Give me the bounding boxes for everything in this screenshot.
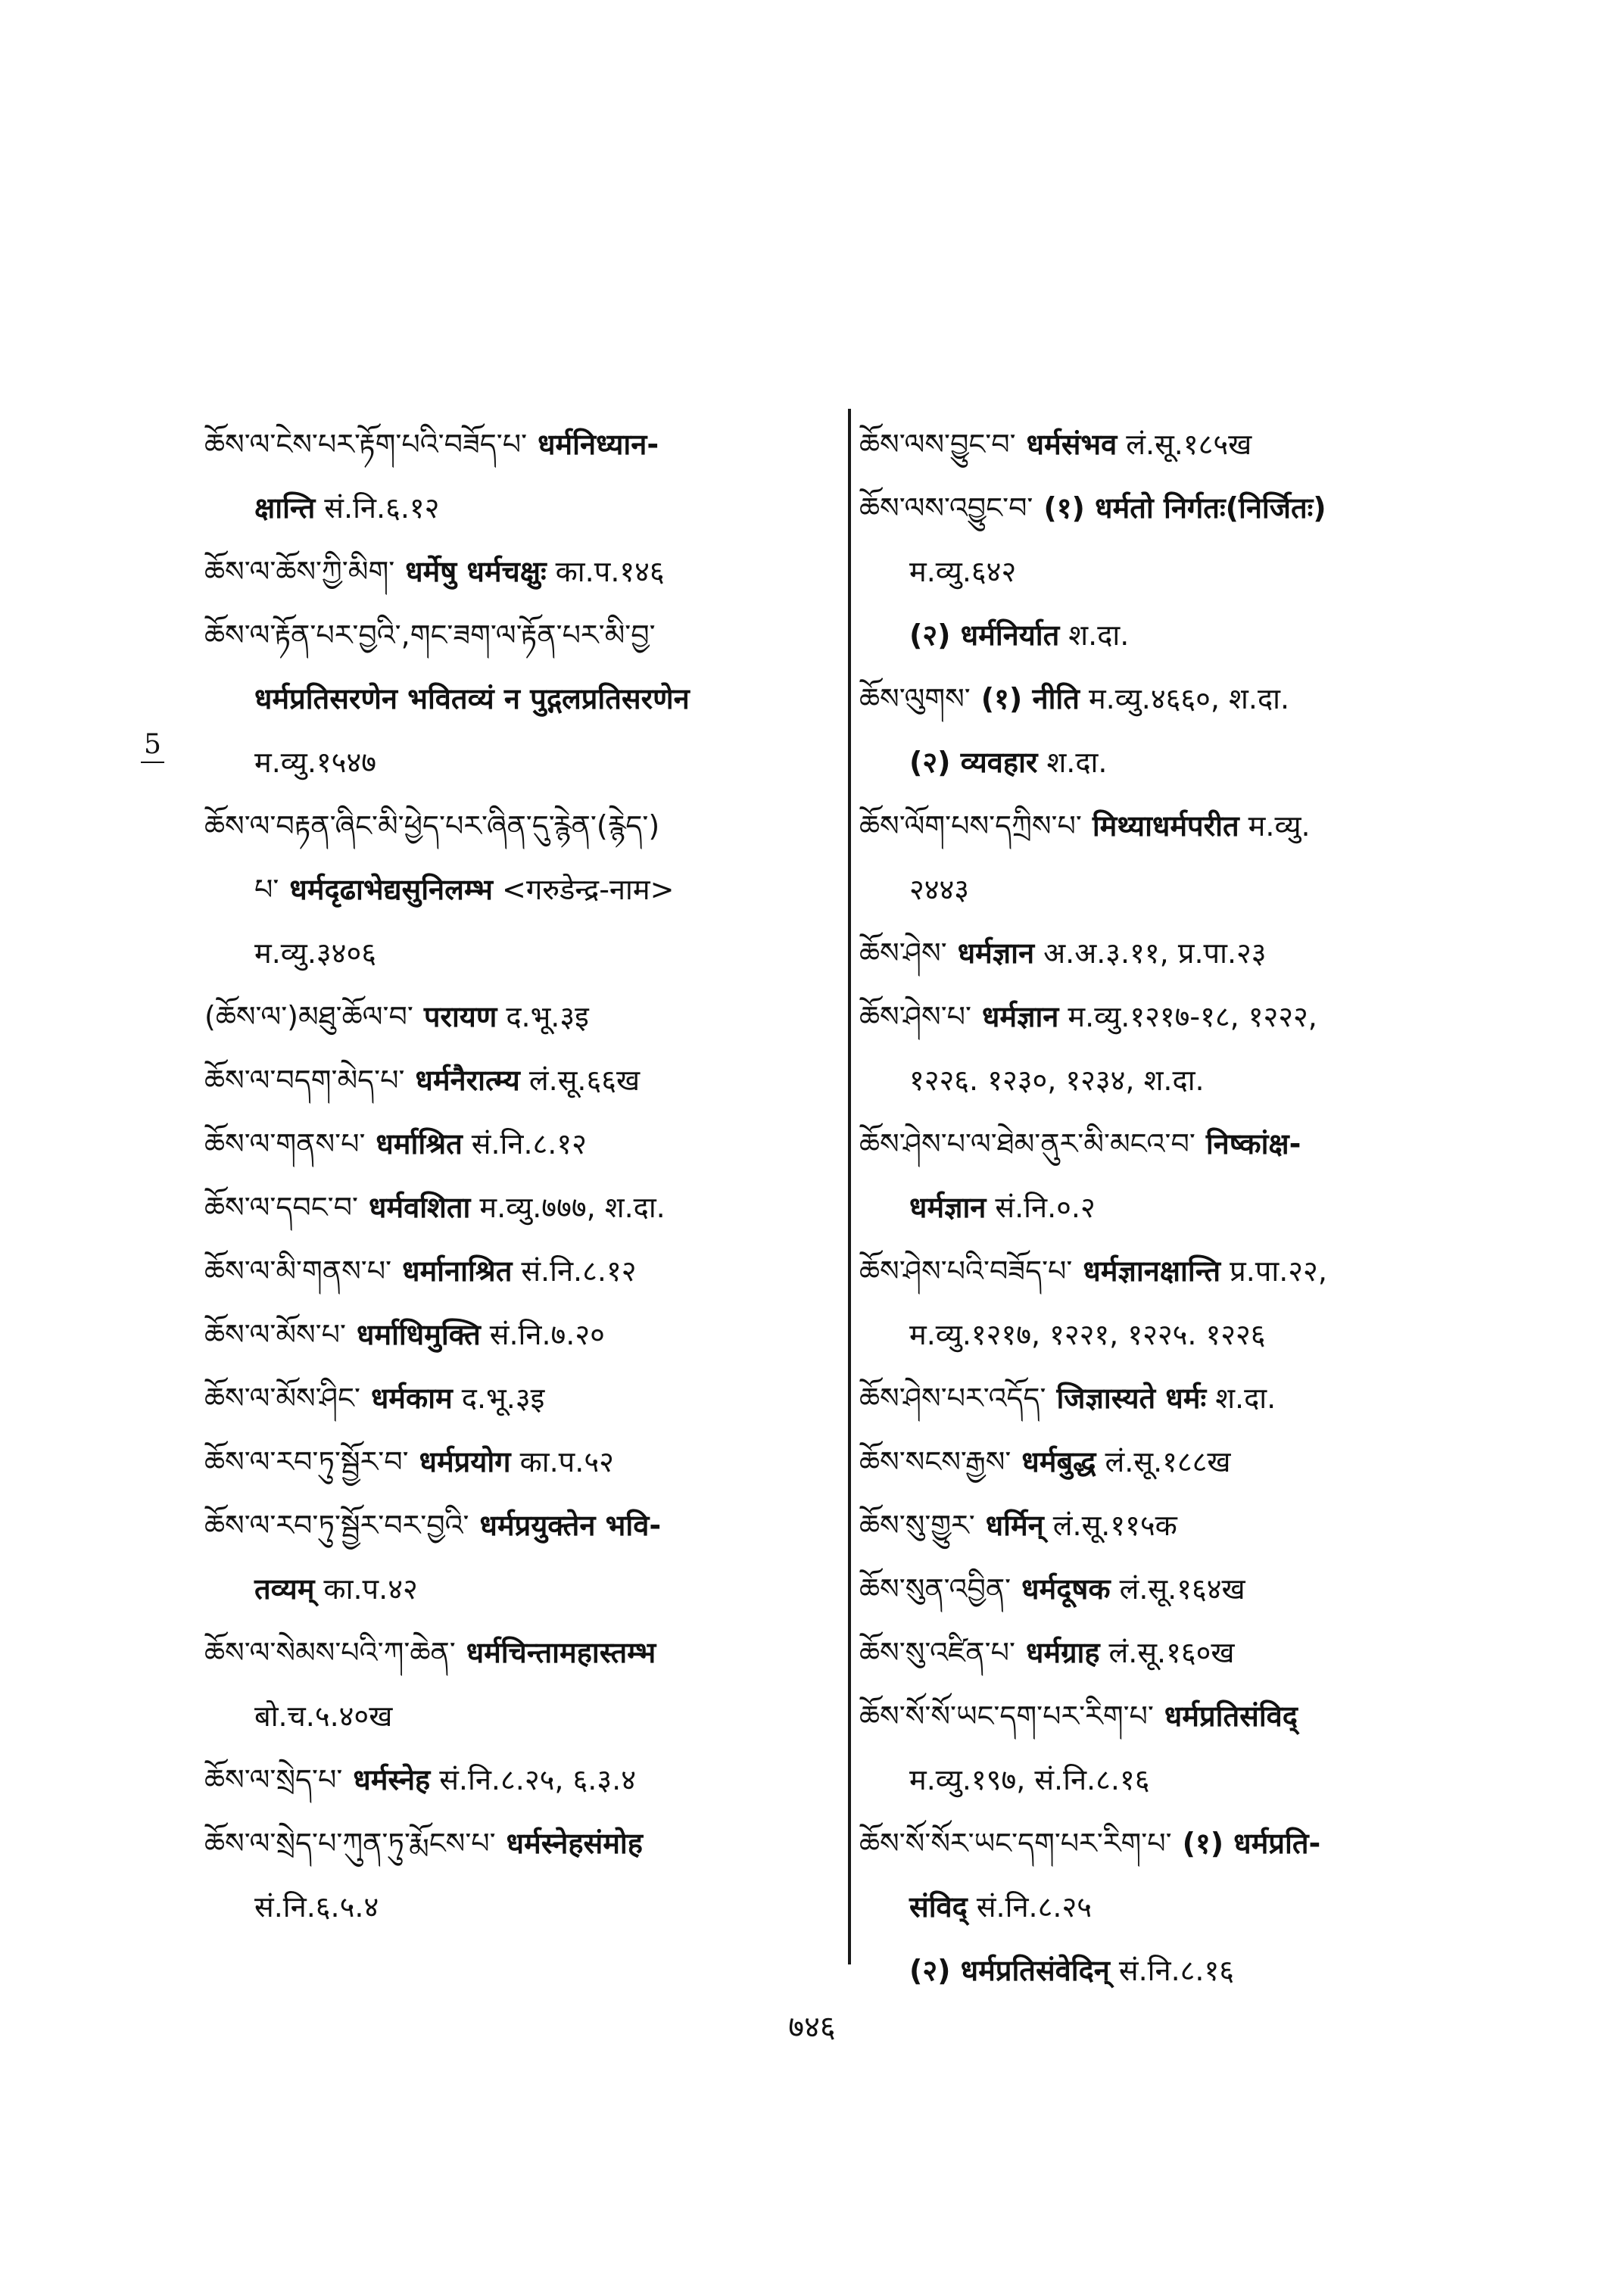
sanskrit-equivalent: धर्मप्रयुक्तेन भवि- <box>479 1509 662 1542</box>
tibetan-term: ཆོས་ལ་སྲེད་པ་ <box>204 1763 343 1796</box>
source-reference: म.व्यु.१२१७-१८, १२२२, <box>1068 1000 1317 1033</box>
entry-continuation <box>859 1939 1480 2002</box>
sanskrit-equivalent: धर्मचिन्तामहास्तम्भ <box>466 1636 656 1669</box>
source-reference: का.प.५२ <box>519 1445 614 1478</box>
tibetan-term: ཆོས་ལོག་པས་དཀྲིས་པ་ <box>859 809 1082 843</box>
source-reference: सं.नि.८.१२ <box>521 1254 637 1288</box>
source-reference: का.प.४२ <box>323 1572 418 1606</box>
sanskrit-equivalent: निष्कांक्ष- <box>1205 1127 1301 1161</box>
entry-continuation <box>859 603 1480 667</box>
tibetan-term: ཆོས་སོ་སོ་ཡང་དག་པར་རིག་པ་ <box>859 1699 1154 1733</box>
tibetan-term: ཆོས་ལུགས་ <box>859 682 971 715</box>
entry-continuation <box>859 1875 1480 1939</box>
sanskrit-equivalent: धर्मबुद्ध <box>1021 1445 1096 1478</box>
dictionary-entry <box>204 1621 810 1748</box>
tibetan-term: ཆོས་ལ་རྟོན་པར་བྱའི་,གང་ཟག་ལ་རྟོན་པར་མི་བྱ་ <box>204 618 656 652</box>
sanskrit-equivalent: धर्माश्रित <box>376 1127 463 1161</box>
tibetan-term: ཆོས་ལ་མོས་པ་ <box>204 1318 346 1351</box>
entry-headline <box>204 1494 810 1557</box>
source-reference: बो.च.५.४०ख <box>254 1699 393 1733</box>
entry-continuation <box>859 731 1480 794</box>
entry-headline <box>204 540 810 603</box>
sanskrit-equivalent: धर्मप्रतिसंविद् <box>1164 1699 1298 1733</box>
entry-headline <box>204 413 810 476</box>
sanskrit-equivalent: धर्मिन् <box>985 1509 1044 1542</box>
source-reference: लं.सू.१६०ख <box>1108 1636 1235 1669</box>
source-reference: १२२६. १२३०, १२३४, श.दा. <box>909 1064 1205 1097</box>
source-reference: लं.सू.११५क <box>1052 1509 1177 1542</box>
entry-continuation <box>204 1875 810 1939</box>
sanskrit-equivalent: परायण <box>423 1000 497 1033</box>
dictionary-entry <box>204 985 810 1048</box>
sanskrit-equivalent: (१) धर्मतो निर्गतः(निर्जितः) <box>1043 491 1326 525</box>
entry-headline <box>859 1112 1480 1176</box>
sanskrit-equivalent: धर्मवशिता <box>368 1191 471 1224</box>
source-reference: श.दा. <box>1215 1382 1276 1415</box>
dictionary-entry <box>204 794 810 985</box>
entry-continuation <box>204 1557 810 1621</box>
entry-headline <box>204 985 810 1048</box>
right-column <box>859 413 1480 2002</box>
dictionary-entry <box>204 1176 810 1239</box>
source-reference: सं.नि.८.१६ <box>1118 1954 1235 1987</box>
dictionary-entry <box>859 413 1480 476</box>
dictionary-entry <box>859 1239 1480 1366</box>
dictionary-entry <box>204 1812 810 1939</box>
tibetan-term: ཆོས་སུ་གྱུར་ <box>859 1509 975 1542</box>
source-reference: सं.नि.७.२० <box>489 1318 605 1351</box>
entry-headline <box>859 413 1480 476</box>
dictionary-entry <box>859 1684 1480 1812</box>
dictionary-entry <box>204 413 810 540</box>
tibetan-term: ཆོས་ལ་ངེས་པར་རྟོག་པའི་བཟོད་པ་ <box>204 428 528 461</box>
entry-headline <box>204 1748 810 1812</box>
tibetan-term: ཆོས་ལས་འབྱུང་བ་ <box>859 491 1033 525</box>
source-reference: द.भू.३इ <box>461 1382 545 1415</box>
sanskrit-equivalent: धर्मदूषक <box>1021 1572 1111 1606</box>
dictionary-entry <box>859 1557 1480 1621</box>
sanskrit-equivalent: जिज्ञास्यते धर्मः <box>1056 1382 1207 1415</box>
sanskrit-equivalent: धर्माधिमुक्ति <box>357 1318 481 1351</box>
tibetan-term: ཆོས་ལ་མོས་ཤིང་ <box>204 1382 360 1415</box>
sanskrit-equivalent: तव्यम् <box>254 1572 315 1606</box>
source-reference: लं.सू.१८८ख <box>1105 1445 1231 1478</box>
dictionary-entry <box>204 1494 810 1621</box>
entry-headline <box>204 794 810 858</box>
tibetan-term: ཆོས་ཤེས་པ་ <box>859 1000 972 1033</box>
tibetan-term: པ་ <box>254 873 279 906</box>
source-reference: <गरुडेन्द्र-नाम> <box>502 873 675 906</box>
source-reference: श.दा. <box>1046 746 1108 779</box>
sanskrit-equivalent: धर्मानाश्रित <box>402 1254 513 1288</box>
tibetan-term: ཆོས་སུན་འབྱིན་ <box>859 1572 1011 1606</box>
source-reference: सं.नि.८.२५, ६.३.४ <box>439 1763 636 1796</box>
sanskrit-equivalent: धर्मनिध्यान- <box>538 428 659 461</box>
dictionary-entry <box>859 1812 1480 2002</box>
dictionary-entry <box>859 1366 1480 1430</box>
dictionary-entry <box>859 794 1480 921</box>
entry-continuation <box>204 476 810 540</box>
tibetan-term: ཆོས་ལ་རབ་ཏུ་སྦྱོར་བ་ <box>204 1445 409 1478</box>
source-reference: का.प.१४६ <box>555 555 665 588</box>
page-number: ७४६ <box>788 2010 836 2045</box>
tibetan-term: ཆོས་ལ་བརྟན་ཞིང་མི་ཕྱེད་པར་ཞིན་དུ་རྙེན་(རྙེད་) <box>204 809 660 843</box>
entry-headline <box>859 1684 1480 1748</box>
entry-headline <box>204 1239 810 1303</box>
tibetan-term: ཆོས་ལ་སྲེད་པ་ཀུན་ཏུ་རྨོངས་པ་ <box>204 1827 496 1860</box>
source-reference: सं.नि.८.१२ <box>471 1127 587 1161</box>
dictionary-entry <box>204 1430 810 1494</box>
source-reference: लं.सू.६६ख <box>528 1064 641 1097</box>
entry-continuation <box>204 858 810 921</box>
sanskrit-equivalent: धर्मकाम <box>370 1382 453 1415</box>
sanskrit-equivalent: धर्मप्रतिसरणेन भवितव्यं न पुद्गलप्रतिसरणेन <box>254 682 690 715</box>
source-reference: श.दा. <box>1068 618 1130 652</box>
dictionary-entry <box>859 667 1480 794</box>
source-reference: द.भू.३इ <box>506 1000 589 1033</box>
source-reference: म.व्यु.६४२ <box>909 555 1017 588</box>
source-reference: सं.नि.६.१२ <box>324 491 440 525</box>
sanskrit-equivalent: संविद् <box>909 1890 968 1924</box>
entry-continuation <box>859 540 1480 603</box>
source-reference: सं.नि.६.५.४ <box>254 1890 379 1924</box>
source-reference: सं.नि.८.२५ <box>976 1890 1092 1924</box>
dictionary-entry <box>204 1239 810 1303</box>
entry-continuation <box>859 858 1480 921</box>
sanskrit-equivalent: (१) नीति <box>980 682 1080 715</box>
dictionary-entry <box>204 1748 810 1812</box>
sanskrit-equivalent: धर्मनैरात्म्य <box>415 1064 520 1097</box>
entry-headline <box>859 1621 1480 1684</box>
sanskrit-equivalent: धर्मप्रयोग <box>419 1445 511 1478</box>
entry-headline <box>204 1176 810 1239</box>
entry-continuation <box>204 1684 810 1748</box>
tibetan-term: ཆོས་ལ་རབ་ཏུ་སྦྱོར་བར་བྱའི་ <box>204 1509 469 1542</box>
tibetan-term: ཆོས་ཤེས་པར་འདོད་ <box>859 1382 1046 1415</box>
entry-headline <box>859 1557 1480 1621</box>
sanskrit-equivalent: धर्मस्नेह <box>353 1763 431 1796</box>
dictionary-entry <box>204 1112 810 1176</box>
sanskrit-equivalent: क्षान्ति <box>254 491 316 525</box>
entry-headline <box>859 1812 1480 1875</box>
source-reference: म.व्यु.१५४७ <box>254 746 376 779</box>
tibetan-term: ཆོས་ཤེས་པ་ལ་ཐེམ་ནུར་མི་མངའ་བ་ <box>859 1127 1195 1161</box>
entry-headline <box>859 921 1480 985</box>
tibetan-term: ཆོས་སངས་རྒྱས་ <box>859 1445 1011 1478</box>
source-reference: लं.सू.१६४ख <box>1119 1572 1245 1606</box>
entry-headline <box>859 667 1480 731</box>
entry-continuation <box>204 921 810 985</box>
dictionary-entry <box>204 1303 810 1366</box>
entry-headline <box>204 1366 810 1430</box>
tibetan-term: ཆོས་ཤེས་ <box>859 936 947 970</box>
tibetan-term: ཆོས་ལ་བདག་མེད་པ་ <box>204 1064 405 1097</box>
entry-headline <box>204 1112 810 1176</box>
sanskrit-equivalent: धर्मसंभव <box>1026 428 1117 461</box>
tibetan-term: ཆོས་ཤེས་པའི་བཟོད་པ་ <box>859 1254 1073 1288</box>
sanskrit-equivalent: (२) व्यवहार <box>909 746 1038 779</box>
entry-headline <box>204 1303 810 1366</box>
source-reference: म.व्यु.७७७, श.दा. <box>479 1191 665 1224</box>
source-reference: सं.नि.०.२ <box>995 1191 1096 1224</box>
dictionary-entry <box>859 921 1480 985</box>
entry-headline <box>204 603 810 667</box>
source-reference: अ.अ.३.११, प्र.पा.२३ <box>1043 936 1267 970</box>
dictionary-entry <box>859 1112 1480 1239</box>
dictionary-entry <box>204 1366 810 1430</box>
dictionary-entry <box>204 1048 810 1112</box>
entry-continuation <box>859 1176 1480 1239</box>
dictionary-entry <box>204 540 810 603</box>
entry-headline <box>859 1494 1480 1557</box>
entry-continuation <box>204 731 810 794</box>
left-column <box>204 413 810 1939</box>
sanskrit-equivalent: धर्मेषु धर्मचक्षुः <box>405 555 547 588</box>
source-reference: २४४३ <box>909 873 970 906</box>
entry-headline <box>204 1048 810 1112</box>
entry-headline <box>859 1366 1480 1430</box>
sanskrit-equivalent: धर्मज्ञान <box>957 936 1035 970</box>
sanskrit-equivalent: मिथ्याधर्मपरीत <box>1092 809 1239 843</box>
entry-headline <box>859 1430 1480 1494</box>
dictionary-entry <box>859 985 1480 1112</box>
column-divider <box>848 409 851 1964</box>
source-reference: म.व्यु.४६६०, श.दा. <box>1088 682 1290 715</box>
sanskrit-equivalent: धर्मज्ञानक्षान्ति <box>1083 1254 1221 1288</box>
sanskrit-equivalent: धर्मदृढाभेद्यसुनिलम्भ <box>289 873 494 906</box>
tibetan-term: ཆོས་ལ་སེམས་པའི་ཀ་ཆེན་ <box>204 1636 456 1669</box>
dictionary-entry <box>859 476 1480 667</box>
dictionary-entry <box>859 1430 1480 1494</box>
tibetan-term: ཆོས་ལས་བྱུང་བ་ <box>859 428 1016 461</box>
sanskrit-equivalent: धर्मज्ञान <box>982 1000 1059 1033</box>
entry-headline <box>204 1812 810 1875</box>
source-reference: म.व्यु. <box>1248 809 1311 843</box>
source-reference: म.व्यु.१९७, सं.नि.८.१६ <box>909 1763 1150 1796</box>
sanskrit-equivalent: (२) धर्मनिर्यात <box>909 618 1060 652</box>
tibetan-term: ཆོས་ལ་མི་གནས་པ་ <box>204 1254 392 1288</box>
tibetan-term: ཆོས་ལ་གནས་པ་ <box>204 1127 366 1161</box>
tibetan-term: ཆོས་ལ་ཆོས་ཀྱི་མིག་ <box>204 555 395 588</box>
entry-headline <box>859 794 1480 858</box>
entry-headline <box>859 476 1480 540</box>
entry-continuation <box>859 1048 1480 1112</box>
sanskrit-equivalent: धर्मज्ञान <box>909 1191 987 1224</box>
entry-headline <box>859 985 1480 1048</box>
sanskrit-equivalent: धर्मग्राह <box>1025 1636 1100 1669</box>
sanskrit-equivalent: (१) धर्मप्रति- <box>1182 1827 1321 1860</box>
dictionary-entry <box>859 1494 1480 1557</box>
dictionary-entry <box>859 1621 1480 1684</box>
tibetan-term: ཆོས་ལ་དབང་བ་ <box>204 1191 358 1224</box>
sanskrit-equivalent: धर्मस्नेहसंमोह <box>506 1827 643 1860</box>
entry-continuation <box>204 667 810 731</box>
source-reference: लं.सू.१८५ख <box>1126 428 1252 461</box>
source-reference: म.व्यु.३४०६ <box>254 936 376 970</box>
entry-headline <box>204 1430 810 1494</box>
sanskrit-equivalent: (२) धर्मप्रतिसंवेदिन् <box>909 1954 1110 1987</box>
source-reference: म.व्यु.१२१७, १२२१, १२२५. १२२६ <box>909 1318 1266 1351</box>
entry-continuation <box>859 1748 1480 1812</box>
dictionary-entry <box>204 603 810 794</box>
entry-continuation <box>859 1303 1480 1366</box>
entry-headline <box>204 1621 810 1684</box>
tibetan-term: ཆོས་སུ་འཛིན་པ་ <box>859 1636 1015 1669</box>
tibetan-term: (ཆོས་ལ་)མཐུ་ཆོལ་བ་ <box>204 1000 413 1033</box>
margin-mark: 5 <box>141 728 164 763</box>
source-reference: प्र.पा.२२, <box>1230 1254 1327 1288</box>
entry-headline <box>859 1239 1480 1303</box>
tibetan-term: ཆོས་སོ་སོར་ཡང་དག་པར་རིག་པ་ <box>859 1827 1172 1860</box>
